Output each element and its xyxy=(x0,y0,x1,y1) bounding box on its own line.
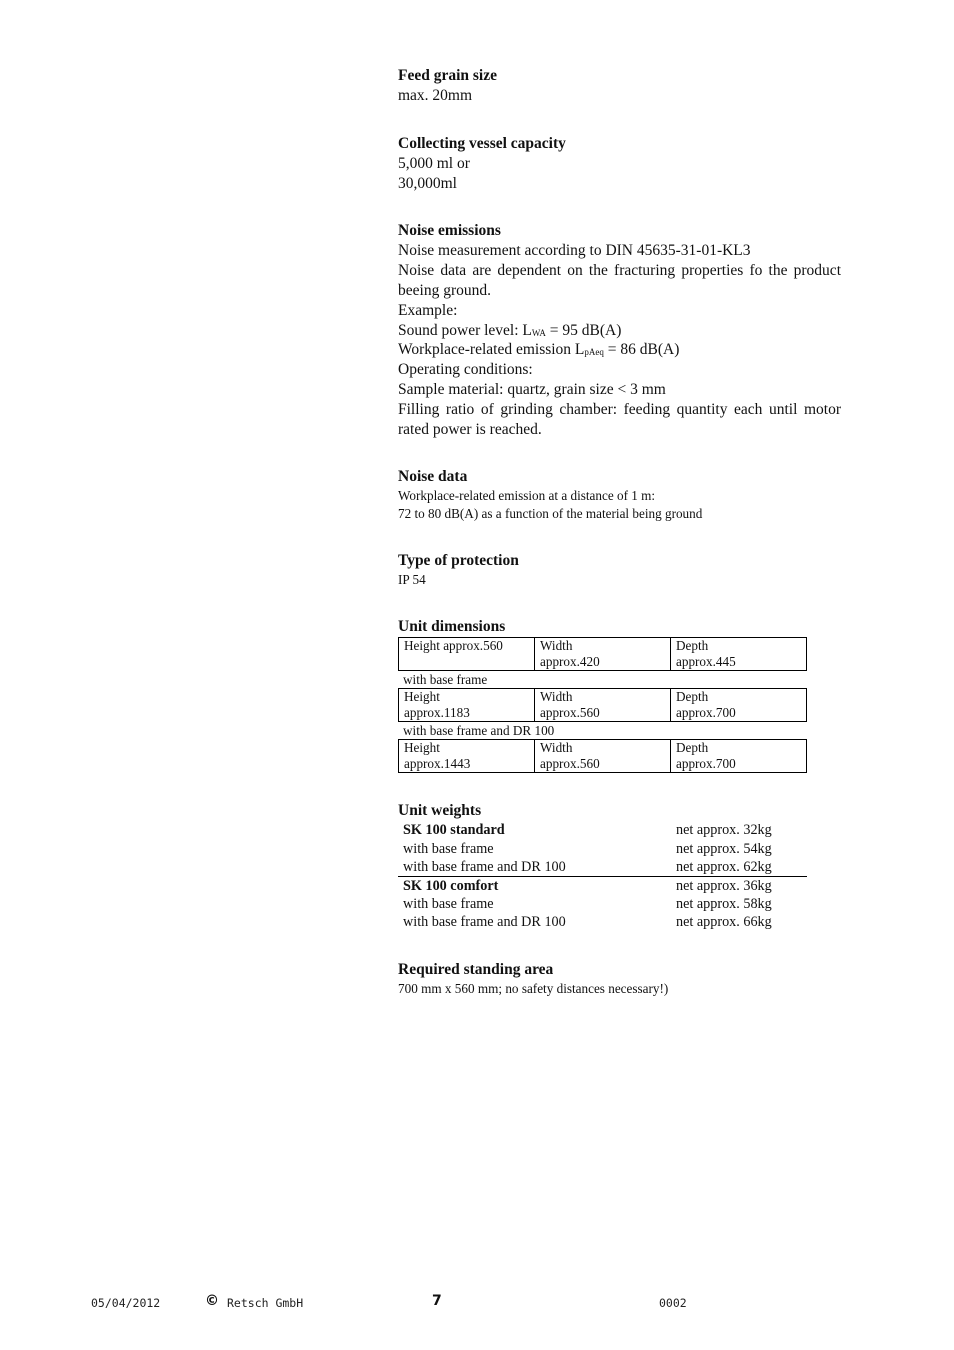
section-title: Collecting vessel capacity xyxy=(398,134,566,152)
dimensions-table-basic xyxy=(398,637,807,671)
footer-code: 0002 xyxy=(659,1296,687,1310)
noise-data-line: 72 to 80 dB(A) as a function of the material being ground xyxy=(398,506,703,522)
dim-caption: with base frame and DR 100 xyxy=(403,723,555,739)
workplace-subscript: pAeq xyxy=(584,347,604,358)
standing-area-value: 700 mm x 560 mm; no safety distances necessary!) xyxy=(398,980,669,996)
weight-label: with base frame xyxy=(403,896,494,913)
workplace-emission xyxy=(398,340,841,360)
dim-cell: Depth approx.700 xyxy=(671,740,807,773)
section-title: Unit weights xyxy=(398,802,482,820)
weight-value: net approx. 54kg xyxy=(676,840,772,857)
table-row xyxy=(398,876,807,895)
section-unit-dimensions xyxy=(398,617,841,773)
weight-label: with base frame and DR 100 xyxy=(403,914,566,931)
section-title: Noise data xyxy=(398,468,468,486)
noise-data-line: Workplace-related emission at a distance of 1 m: xyxy=(398,488,656,504)
dimensions-table-dr100 xyxy=(398,739,807,773)
dim-cell: Width approx.560 xyxy=(535,689,671,722)
dim-cell: Height approx.1443 xyxy=(399,740,535,773)
footer-company: Retsch GmbH xyxy=(227,1296,304,1310)
weight-label: with base frame xyxy=(403,840,494,857)
section-title: Unit dimensions xyxy=(398,618,506,636)
sound-power-level xyxy=(398,321,841,341)
section-value: max. 20mm xyxy=(398,87,473,104)
section-collecting-vessel xyxy=(398,134,841,194)
weight-value: net approx. 36kg xyxy=(676,877,772,894)
workplace-value: = 86 dB(A) xyxy=(603,341,680,359)
noise-measurement: Noise measurement according to DIN 45635-31-01-KL3 xyxy=(398,242,751,260)
protection-value: IP 54 xyxy=(398,572,426,588)
dim-cell: Width approx.560 xyxy=(535,740,671,773)
section-noise-data xyxy=(398,467,841,523)
workplace-prefix: Workplace-related emission L xyxy=(398,341,585,359)
noise-dependence: Noise data are dependent on the fracturing properties fo the product beeing ground. xyxy=(398,262,841,299)
table-row xyxy=(398,895,807,913)
dim-cell: Width approx.420 xyxy=(535,638,671,671)
table-row xyxy=(398,840,807,858)
section-line: 30,000ml xyxy=(398,174,457,192)
sample-material: Sample material: quartz, grain size < 3 mm xyxy=(398,380,666,398)
section-feed-grain-size xyxy=(398,66,841,106)
operating-conditions-label: Operating conditions: xyxy=(398,361,533,379)
section-title: Noise emissions xyxy=(398,222,501,240)
weight-value: net approx. 32kg xyxy=(676,822,772,839)
dim-cell: Height approx.560 xyxy=(399,638,535,671)
weights-table xyxy=(398,821,807,931)
section-unit-weights xyxy=(398,801,841,931)
dim-cell: Height approx.1183 xyxy=(399,689,535,722)
page-number: 7 xyxy=(432,1293,442,1309)
filling-ratio: Filling ratio of grinding chamber: feeding quantity each until motor rated power is reached. xyxy=(398,400,841,438)
dim-cell: Depth approx.445 xyxy=(671,638,807,671)
sound-power-prefix: Sound power level: L xyxy=(398,321,532,339)
weight-value: net approx. 62kg xyxy=(671,858,807,877)
dim-cell: Depth approx.700 xyxy=(671,689,807,722)
weight-value: net approx. 58kg xyxy=(676,896,772,913)
table-row xyxy=(398,821,807,839)
section-noise-emissions xyxy=(398,221,841,439)
weight-label: SK 100 comfort xyxy=(403,877,499,894)
copyright-icon: © xyxy=(205,1293,219,1309)
dim-caption: with base frame xyxy=(403,672,488,688)
table-row xyxy=(398,858,807,877)
weight-label: SK 100 standard xyxy=(403,822,505,839)
document-body xyxy=(398,66,841,998)
section-title: Feed grain size xyxy=(398,67,498,84)
weight-value: net approx. 66kg xyxy=(676,914,772,931)
footer-date: 05/04/2012 xyxy=(91,1296,161,1310)
sound-power-value: = 95 dB(A) xyxy=(545,321,622,339)
section-line: 5,000 ml or xyxy=(398,154,470,172)
table-row xyxy=(398,913,807,931)
page-footer xyxy=(0,1293,954,1313)
dimensions-table-base-frame xyxy=(398,688,807,722)
section-required-standing-area xyxy=(398,960,841,998)
weight-label: with base frame and DR 100 xyxy=(398,858,671,877)
sound-power-subscript: WA xyxy=(531,327,546,338)
section-title: Required standing area xyxy=(398,960,554,978)
section-title: Type of protection xyxy=(398,552,519,570)
noise-example-label: Example: xyxy=(398,301,458,319)
section-type-of-protection xyxy=(398,551,841,589)
